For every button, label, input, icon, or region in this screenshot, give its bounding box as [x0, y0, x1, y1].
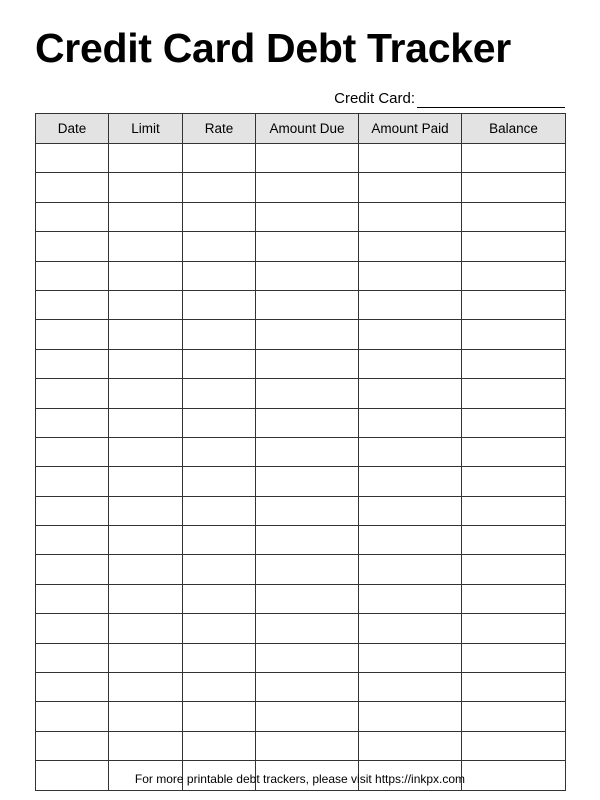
table-cell[interactable] — [359, 702, 462, 731]
table-cell[interactable] — [462, 261, 566, 290]
table-cell[interactable] — [462, 643, 566, 672]
table-cell[interactable] — [359, 173, 462, 202]
table-row — [36, 526, 566, 555]
table-cell[interactable] — [462, 408, 566, 437]
table-cell[interactable] — [183, 584, 256, 613]
table-cell[interactable] — [462, 614, 566, 643]
table-cell[interactable] — [359, 379, 462, 408]
table-row — [36, 261, 566, 290]
table-cell[interactable] — [256, 702, 359, 731]
table-cell[interactable] — [109, 467, 183, 496]
table-cell[interactable] — [36, 379, 109, 408]
table-cell[interactable] — [109, 232, 183, 261]
table-cell[interactable] — [359, 614, 462, 643]
table-cell[interactable] — [359, 555, 462, 584]
table-cell[interactable] — [109, 702, 183, 731]
table-cell[interactable] — [256, 144, 359, 173]
table-row — [36, 496, 566, 525]
table-cell[interactable] — [183, 643, 256, 672]
table-cell[interactable] — [183, 496, 256, 525]
table-cell[interactable] — [36, 496, 109, 525]
table-cell[interactable] — [256, 614, 359, 643]
table-cell[interactable] — [256, 173, 359, 202]
table-cell[interactable] — [109, 555, 183, 584]
table-cell[interactable] — [36, 702, 109, 731]
table-cell[interactable] — [183, 408, 256, 437]
table-cell[interactable] — [359, 232, 462, 261]
table-cell[interactable] — [462, 349, 566, 378]
table-cell[interactable] — [256, 643, 359, 672]
table-cell[interactable] — [462, 232, 566, 261]
table-row — [36, 320, 566, 349]
table-row — [36, 173, 566, 202]
table-cell[interactable] — [359, 144, 462, 173]
table-cell[interactable] — [359, 202, 462, 231]
table-cell[interactable] — [109, 437, 183, 466]
table-cell[interactable] — [256, 673, 359, 702]
table-cell[interactable] — [183, 144, 256, 173]
table-cell[interactable] — [462, 555, 566, 584]
table-cell[interactable] — [36, 261, 109, 290]
table-cell[interactable] — [359, 437, 462, 466]
table-cell[interactable] — [109, 496, 183, 525]
table-cell[interactable] — [462, 144, 566, 173]
table-cell[interactable] — [359, 290, 462, 319]
table-cell[interactable] — [183, 173, 256, 202]
table-cell[interactable] — [109, 173, 183, 202]
header-row — [36, 114, 566, 144]
table-cell[interactable] — [109, 643, 183, 672]
table-cell[interactable] — [109, 526, 183, 555]
table-cell[interactable] — [109, 614, 183, 643]
table-cell[interactable] — [462, 202, 566, 231]
table-cell[interactable] — [256, 584, 359, 613]
table-row — [36, 643, 566, 672]
table-row — [36, 437, 566, 466]
table-cell[interactable] — [256, 467, 359, 496]
table-cell[interactable] — [36, 290, 109, 319]
table-cell[interactable] — [359, 584, 462, 613]
table-cell[interactable] — [109, 202, 183, 231]
table-cell[interactable] — [36, 643, 109, 672]
table-cell[interactable] — [462, 496, 566, 525]
table-cell[interactable] — [183, 614, 256, 643]
table-cell[interactable] — [36, 555, 109, 584]
table-cell[interactable] — [36, 584, 109, 613]
table-cell[interactable] — [462, 437, 566, 466]
table-cell[interactable] — [256, 261, 359, 290]
table-cell[interactable] — [36, 673, 109, 702]
table-cell[interactable] — [109, 408, 183, 437]
table-row — [36, 673, 566, 702]
table-cell[interactable] — [36, 173, 109, 202]
table-row — [36, 232, 566, 261]
table-cell[interactable] — [462, 702, 566, 731]
table-cell[interactable] — [359, 643, 462, 672]
table-cell[interactable] — [256, 379, 359, 408]
table-cell[interactable] — [462, 526, 566, 555]
table-cell[interactable] — [109, 320, 183, 349]
table-cell[interactable] — [359, 673, 462, 702]
table-cell[interactable] — [256, 437, 359, 466]
table-cell[interactable] — [462, 320, 566, 349]
table-cell[interactable] — [183, 437, 256, 466]
page-title: Credit Card Debt Tracker — [35, 25, 511, 71]
table-cell[interactable] — [359, 526, 462, 555]
table-cell[interactable] — [36, 144, 109, 173]
table-row — [36, 202, 566, 231]
table-cell[interactable] — [256, 408, 359, 437]
column-header-rate: Rate — [183, 114, 256, 144]
table-cell[interactable] — [36, 614, 109, 643]
table-cell[interactable] — [256, 232, 359, 261]
column-header-balance: Balance — [462, 114, 566, 144]
column-header-amount-paid: Amount Paid — [359, 114, 462, 144]
table-cell[interactable] — [462, 673, 566, 702]
table-cell[interactable] — [36, 232, 109, 261]
table-row — [36, 290, 566, 319]
table-cell[interactable] — [359, 467, 462, 496]
table-cell[interactable] — [36, 437, 109, 466]
table-body — [36, 144, 566, 791]
credit-card-label: Credit Card: — [334, 90, 415, 107]
credit-card-field — [334, 88, 565, 108]
table-cell[interactable] — [36, 408, 109, 437]
table-cell[interactable] — [462, 467, 566, 496]
table-cell[interactable] — [256, 320, 359, 349]
table-row — [36, 614, 566, 643]
table-cell[interactable] — [36, 526, 109, 555]
column-header-date: Date — [36, 114, 109, 144]
table-cell[interactable] — [183, 290, 256, 319]
table-cell[interactable] — [36, 202, 109, 231]
table-cell[interactable] — [36, 320, 109, 349]
table-cell[interactable] — [359, 261, 462, 290]
table-cell[interactable] — [183, 232, 256, 261]
table-cell[interactable] — [183, 320, 256, 349]
column-header-amount-due: Amount Due — [256, 114, 359, 144]
table-cell[interactable] — [462, 173, 566, 202]
table-row — [36, 408, 566, 437]
table-cell[interactable] — [462, 731, 566, 760]
table-cell[interactable] — [256, 349, 359, 378]
table-cell[interactable] — [359, 408, 462, 437]
table-cell[interactable] — [183, 261, 256, 290]
table-cell[interactable] — [462, 379, 566, 408]
table-cell[interactable] — [256, 290, 359, 319]
table-cell[interactable] — [36, 467, 109, 496]
table-cell[interactable] — [256, 496, 359, 525]
table-cell[interactable] — [183, 526, 256, 555]
table-cell[interactable] — [359, 320, 462, 349]
table-cell[interactable] — [36, 731, 109, 760]
table-cell[interactable] — [183, 202, 256, 231]
table-cell[interactable] — [109, 731, 183, 760]
table-row — [36, 144, 566, 173]
table-cell[interactable] — [183, 673, 256, 702]
table-cell[interactable] — [36, 349, 109, 378]
table-cell[interactable] — [359, 731, 462, 760]
debt-tracker-table — [35, 113, 566, 791]
table-row — [36, 467, 566, 496]
table-cell[interactable] — [256, 526, 359, 555]
table-row — [36, 349, 566, 378]
table-cell[interactable] — [183, 379, 256, 408]
credit-card-blank-line[interactable] — [417, 93, 565, 108]
table-cell[interactable] — [462, 584, 566, 613]
table-cell[interactable] — [109, 379, 183, 408]
table-cell[interactable] — [109, 290, 183, 319]
table-cell[interactable] — [256, 555, 359, 584]
table-row — [36, 379, 566, 408]
table-cell[interactable] — [109, 673, 183, 702]
table-row — [36, 584, 566, 613]
table-row — [36, 555, 566, 584]
table-cell[interactable] — [183, 731, 256, 760]
footer-note: For more printable debt trackers, please visit https://inkpx.com — [134, 772, 466, 786]
table-cell[interactable] — [359, 349, 462, 378]
column-header-limit: Limit — [109, 114, 183, 144]
table-cell[interactable] — [462, 290, 566, 319]
table-cell[interactable] — [109, 144, 183, 173]
table-cell[interactable] — [183, 702, 256, 731]
table-cell[interactable] — [359, 496, 462, 525]
table-cell[interactable] — [109, 261, 183, 290]
table-cell[interactable] — [183, 555, 256, 584]
table-cell[interactable] — [256, 202, 359, 231]
table-cell[interactable] — [109, 584, 183, 613]
table-cell[interactable] — [183, 467, 256, 496]
table-header — [36, 114, 566, 144]
table-cell[interactable] — [183, 349, 256, 378]
table-cell[interactable] — [109, 349, 183, 378]
table-row — [36, 731, 566, 760]
table-row — [36, 702, 566, 731]
table-cell[interactable] — [256, 731, 359, 760]
